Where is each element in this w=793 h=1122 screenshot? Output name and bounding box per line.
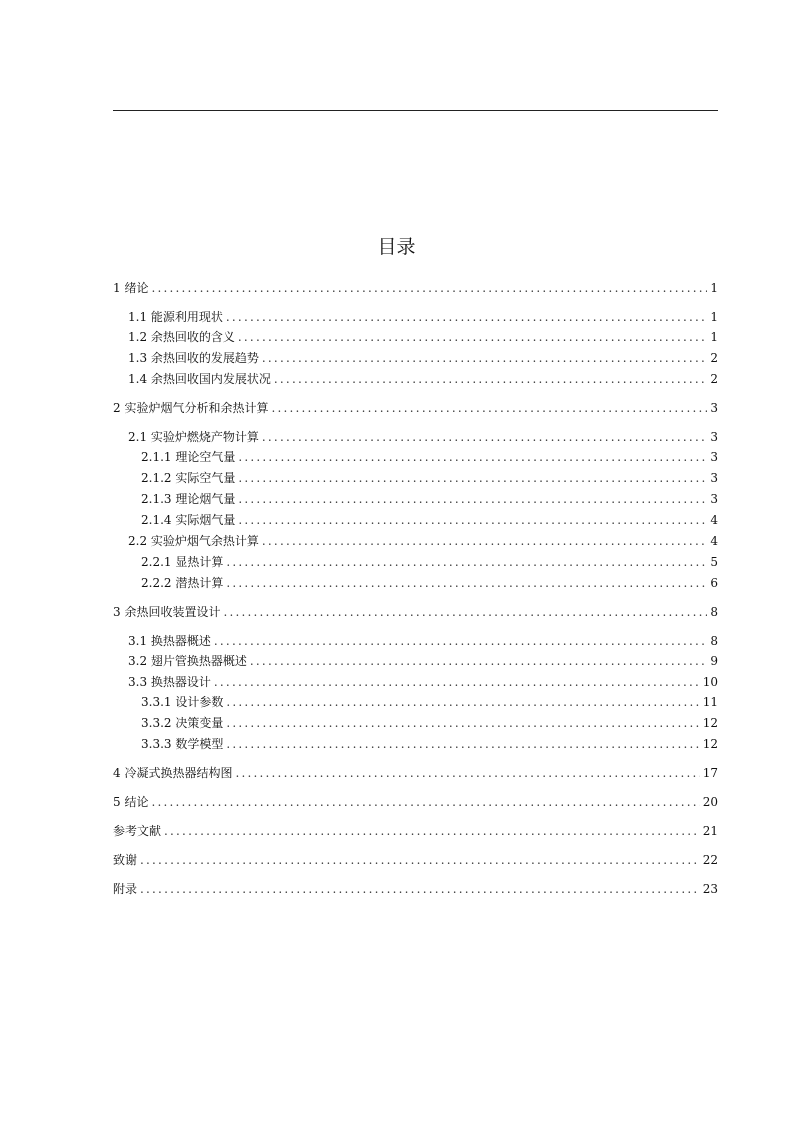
toc-entry-label: 3.2 翅片管换热器概述 xyxy=(128,654,247,668)
toc-entry-label: 2.2.2 潜热计算 xyxy=(141,576,224,590)
toc-entry[interactable] xyxy=(141,736,718,752)
toc-entry-page: 20 xyxy=(702,795,718,809)
dot-leader xyxy=(164,823,700,839)
toc-entry-page: 3 xyxy=(710,430,718,444)
toc-entry-label: 2.1.1 理论空气量 xyxy=(141,450,236,464)
toc-entry-label: 1.1 能源利用现状 xyxy=(128,310,223,324)
toc-entry-page: 10 xyxy=(702,675,718,689)
toc-title: 目录 xyxy=(377,236,416,258)
toc-entry-label: 3.3.3 数学模型 xyxy=(141,737,224,751)
dot-leader xyxy=(223,604,707,620)
toc-entry[interactable] xyxy=(113,604,718,620)
toc-entry[interactable] xyxy=(113,765,718,781)
toc-entry-page: 21 xyxy=(702,824,718,838)
dot-leader xyxy=(250,653,707,669)
toc-entry-label: 5 结论 xyxy=(113,795,149,809)
toc-entry[interactable] xyxy=(128,633,718,649)
toc-entry[interactable] xyxy=(113,280,718,296)
toc-entry[interactable] xyxy=(113,823,718,839)
dot-leader xyxy=(238,491,707,507)
toc-entry-label: 致谢 xyxy=(113,853,138,867)
toc-entry-page: 3 xyxy=(710,450,718,464)
toc-entry-page: 2 xyxy=(710,372,718,386)
toc-entry[interactable] xyxy=(141,449,718,465)
dot-leader xyxy=(238,449,707,465)
dot-leader xyxy=(262,429,707,445)
toc-entry[interactable] xyxy=(128,429,718,445)
toc-entry-label: 3.3 换热器设计 xyxy=(128,675,211,689)
toc-entry[interactable] xyxy=(128,329,718,345)
toc-entry[interactable] xyxy=(128,350,718,366)
toc-entry-page: 9 xyxy=(710,654,718,668)
toc-entry-page: 6 xyxy=(710,576,718,590)
dot-leader xyxy=(214,674,700,690)
toc-entry-page: 11 xyxy=(702,695,718,709)
toc-entry-page: 12 xyxy=(702,716,718,730)
dot-leader xyxy=(226,309,707,325)
toc-entry-page: 1 xyxy=(710,281,718,295)
toc-entry-label: 2.1.3 理论烟气量 xyxy=(141,492,236,506)
toc-entry-label: 2.2 实验炉烟气余热计算 xyxy=(128,534,259,548)
dot-leader xyxy=(226,715,699,731)
toc-entry[interactable] xyxy=(113,794,718,810)
toc-entry[interactable] xyxy=(141,715,718,731)
toc-entry-label: 3.1 换热器概述 xyxy=(128,634,211,648)
toc-entry-page: 3 xyxy=(710,471,718,485)
dot-leader xyxy=(271,400,707,416)
dot-leader xyxy=(238,512,707,528)
dot-leader xyxy=(238,470,707,486)
toc-entry-label: 2.2.1 显热计算 xyxy=(141,555,224,569)
toc-entry[interactable] xyxy=(113,852,718,868)
toc-entry[interactable] xyxy=(128,309,718,325)
toc-entry[interactable] xyxy=(141,554,718,570)
dot-leader xyxy=(238,329,707,345)
toc-entry-page: 8 xyxy=(710,634,718,648)
dot-leader xyxy=(274,371,707,387)
dot-leader xyxy=(262,350,707,366)
toc-entry[interactable] xyxy=(128,371,718,387)
dot-leader xyxy=(151,280,707,296)
toc-entry-label: 1 绪论 xyxy=(113,281,149,295)
toc-entry-label: 2.1 实验炉燃烧产物计算 xyxy=(128,430,259,444)
dot-leader xyxy=(226,554,707,570)
toc-entry-label: 参考文献 xyxy=(113,824,162,838)
toc-entry-page: 5 xyxy=(710,555,718,569)
toc-entry-label: 1.3 余热回收的发展趋势 xyxy=(128,351,259,365)
toc-entry-label: 2 实验炉烟气分析和余热计算 xyxy=(113,401,269,415)
toc-entry-label: 1.4 余热回收国内发展状况 xyxy=(128,372,271,386)
toc-entry-page: 2 xyxy=(710,351,718,365)
toc-entry[interactable] xyxy=(141,470,718,486)
toc-entry[interactable] xyxy=(141,491,718,507)
toc-entry-page: 22 xyxy=(702,853,718,867)
dot-leader xyxy=(140,881,700,897)
toc-entry-label: 2.1.2 实际空气量 xyxy=(141,471,236,485)
toc-entry-page: 23 xyxy=(702,882,718,896)
dot-leader xyxy=(226,694,699,710)
dot-leader xyxy=(235,765,699,781)
dot-leader xyxy=(226,575,707,591)
toc-entry-label: 3.3.1 设计参数 xyxy=(141,695,224,709)
toc-entry-label: 附录 xyxy=(113,882,138,896)
toc-entry-label: 3 余热回收装置设计 xyxy=(113,605,221,619)
toc-entry-page: 3 xyxy=(710,401,718,415)
toc-entry-label: 2.1.4 实际烟气量 xyxy=(141,513,236,527)
toc-entry[interactable] xyxy=(113,400,718,416)
toc-entry[interactable] xyxy=(141,512,718,528)
toc-entry[interactable] xyxy=(141,575,718,591)
toc-entry-page: 1 xyxy=(710,330,718,344)
toc-entry-label: 4 冷凝式换热器结构图 xyxy=(113,766,233,780)
toc-entry-page: 17 xyxy=(702,766,718,780)
toc-entry-page: 4 xyxy=(710,534,718,548)
toc-entry[interactable] xyxy=(113,881,718,897)
toc-entry-page: 12 xyxy=(702,737,718,751)
toc-entry-page: 3 xyxy=(710,492,718,506)
dot-leader xyxy=(140,852,700,868)
toc-entry-label: 3.3.2 决策变量 xyxy=(141,716,224,730)
dot-leader xyxy=(226,736,699,752)
toc-entry-page: 4 xyxy=(710,513,718,527)
toc-entry[interactable] xyxy=(128,674,718,690)
toc-entry[interactable] xyxy=(128,533,718,549)
toc-entry[interactable] xyxy=(141,694,718,710)
toc-entry[interactable] xyxy=(128,653,718,669)
dot-leader xyxy=(262,533,707,549)
dot-leader xyxy=(214,633,707,649)
toc-entry-page: 8 xyxy=(710,605,718,619)
toc-entry-label: 1.2 余热回收的含义 xyxy=(128,330,235,344)
toc-entry-page: 1 xyxy=(710,310,718,324)
dot-leader xyxy=(151,794,699,810)
